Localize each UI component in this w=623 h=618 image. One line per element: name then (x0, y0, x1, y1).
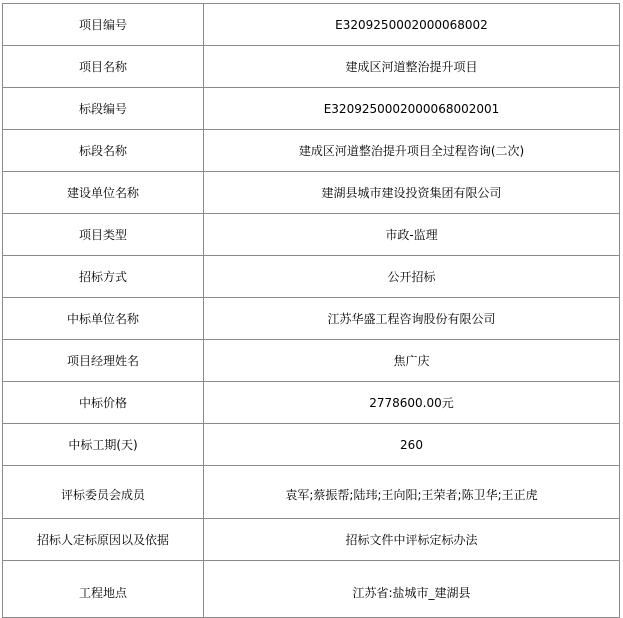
table-row-project-type (3, 214, 620, 256)
table-row-duration (3, 424, 620, 466)
table-row-committee-members (3, 466, 620, 519)
field-value: E3209250002000068002 (204, 4, 620, 46)
field-value: 江苏华盛工程咨询股份有限公司 (204, 298, 620, 340)
table-row-section-name (3, 130, 620, 172)
field-value: 袁军;蔡振帮;陆玮;王向阳;王荣者;陈卫华;王正虎 (204, 466, 620, 519)
field-value: 江苏省:盐城市_建湖县 (204, 561, 620, 618)
field-label: 中标工期(天) (3, 424, 204, 466)
field-label: 中标单位名称 (3, 298, 204, 340)
field-value: 2778600.00元 (204, 382, 620, 424)
field-value: 建湖县城市建设投资集团有限公司 (204, 172, 620, 214)
table-row-project-manager (3, 340, 620, 382)
table-row-winning-bidder (3, 298, 620, 340)
field-value: 260 (204, 424, 620, 466)
field-value: 公开招标 (204, 256, 620, 298)
field-label: 招标人定标原因以及依据 (3, 519, 204, 561)
table-row-project-number (3, 4, 620, 46)
table-row-project-location (3, 561, 620, 618)
field-label: 招标方式 (3, 256, 204, 298)
table-row-award-basis (3, 519, 620, 561)
field-label: 标段名称 (3, 130, 204, 172)
field-value: 焦广庆 (204, 340, 620, 382)
field-label: 中标价格 (3, 382, 204, 424)
bid-award-info-table (2, 3, 620, 618)
field-label: 项目类型 (3, 214, 204, 256)
field-label: 评标委员会成员 (3, 466, 204, 519)
field-value: 建成区河道整治提升项目 (204, 46, 620, 88)
field-label: 项目经理姓名 (3, 340, 204, 382)
field-label: 工程地点 (3, 561, 204, 618)
field-label: 建设单位名称 (3, 172, 204, 214)
table-row-winning-price (3, 382, 620, 424)
table-row-project-name (3, 46, 620, 88)
field-label: 标段编号 (3, 88, 204, 130)
field-value: 建成区河道整治提升项目全过程咨询(二次) (204, 130, 620, 172)
field-value: E3209250002000068002001 (204, 88, 620, 130)
field-label: 项目名称 (3, 46, 204, 88)
table-row-tender-method (3, 256, 620, 298)
field-value: 市政-监理 (204, 214, 620, 256)
table-row-builder-name (3, 172, 620, 214)
table-row-section-number (3, 88, 620, 130)
field-label: 项目编号 (3, 4, 204, 46)
field-value: 招标文件中评标定标办法 (204, 519, 620, 561)
